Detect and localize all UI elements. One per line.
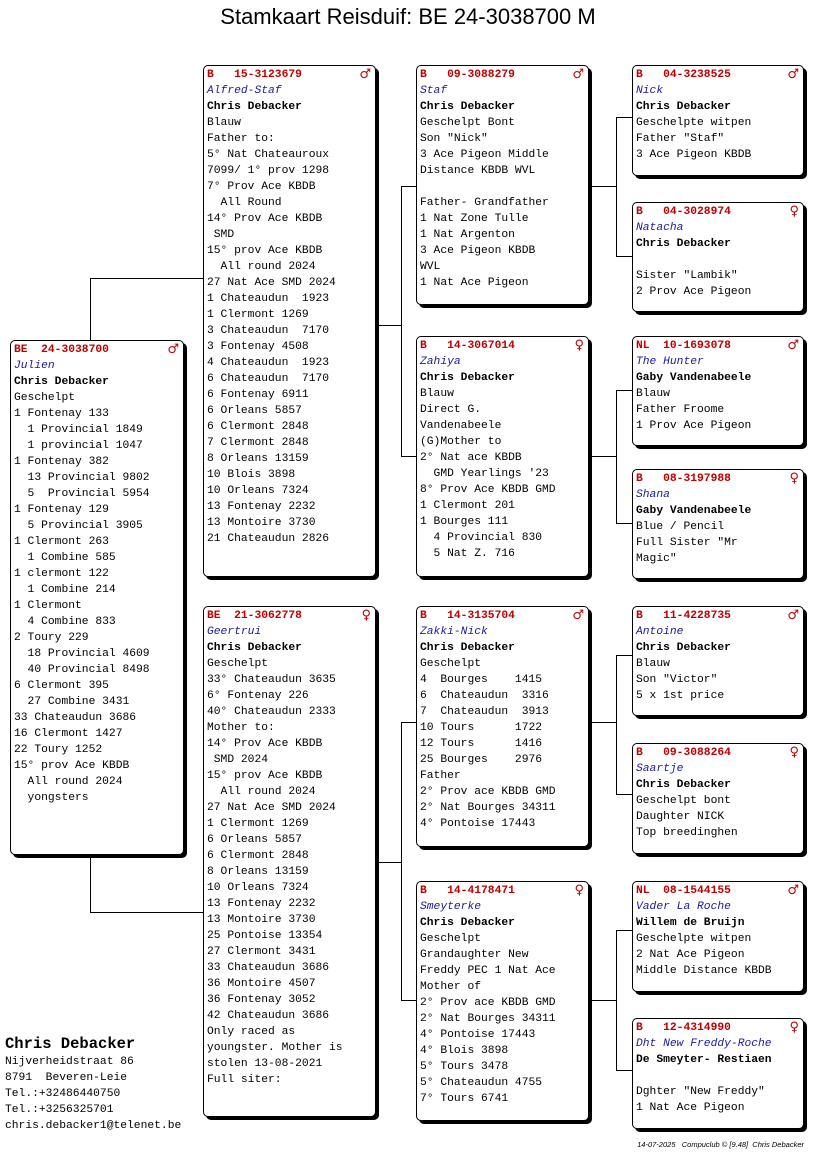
result-line: 40° Chateaudun 2333 bbox=[207, 706, 336, 718]
result-line: 6 Chateaudun 3316 bbox=[420, 690, 549, 702]
pigeon-name: Alfred-Staf bbox=[207, 85, 282, 97]
result-line: Grandaughter New bbox=[420, 949, 529, 961]
result-line: Father- Grandfather bbox=[420, 197, 549, 209]
ring-number: B 14-3067014 bbox=[420, 340, 515, 352]
owner-name: Chris Debacker bbox=[636, 101, 731, 113]
pigeon-name: Natacha bbox=[636, 222, 684, 234]
owner-name: Chris Debacker bbox=[636, 238, 731, 250]
ring-number: B 12-4314990 bbox=[636, 1022, 731, 1034]
result-line: 6 Chateaudun 7170 bbox=[207, 373, 330, 385]
result-line: 8 Orleans 13159 bbox=[207, 453, 309, 465]
connector-line bbox=[616, 523, 632, 524]
result-line: youngster. Mother is bbox=[207, 1042, 343, 1054]
result-line: 7 Clermont 2848 bbox=[207, 437, 309, 449]
result-line: 6 Orleans 5857 bbox=[207, 405, 302, 417]
breeder-address: Nijverheidstraat 86 bbox=[5, 1056, 134, 1068]
card-header bbox=[420, 338, 584, 354]
ring-number: B 08-3197988 bbox=[636, 473, 731, 485]
result-line: 27 Clermont 3431 bbox=[207, 946, 316, 958]
result-line: Only raced as bbox=[207, 1026, 296, 1038]
ring-number: B 09-3088264 bbox=[636, 747, 731, 759]
pigeon-card-father-father[interactable] bbox=[416, 65, 589, 305]
result-line: 1 Combine 585 bbox=[14, 552, 116, 564]
connector-line bbox=[616, 390, 617, 524]
result-line: Middle Distance KBDB bbox=[636, 965, 772, 977]
card-header bbox=[207, 608, 371, 624]
pigeon-name: Zakki-Nick bbox=[420, 626, 488, 638]
result-line: 7 Chateaudun 3913 bbox=[420, 706, 549, 718]
pigeon-card-subject[interactable] bbox=[10, 340, 184, 855]
pigeon-name: Nick bbox=[636, 85, 664, 97]
result-line: 8° Prov Ace KBDB GMD bbox=[420, 484, 556, 496]
result-line: 2° Prov ace KBDB GMD bbox=[420, 786, 556, 798]
result-line: 36 Montoire 4507 bbox=[207, 978, 316, 990]
ring-number: B 14-4178471 bbox=[420, 885, 515, 897]
result-line: 10 Tours 1722 bbox=[420, 722, 543, 734]
result-line: 6 Clermont 2848 bbox=[207, 421, 309, 433]
ring-number: B 14-3135704 bbox=[420, 610, 515, 622]
owner-name: Chris Debacker bbox=[420, 372, 515, 384]
result-line: Blauw bbox=[636, 388, 670, 400]
result-line: 13 Montoire 3730 bbox=[207, 914, 316, 926]
result-line: Freddy PEC 1 Nat Ace bbox=[420, 965, 556, 977]
result-line: 10 Orleans 7324 bbox=[207, 485, 309, 497]
result-line: 1 Provincial 1849 bbox=[14, 424, 143, 436]
owner-name: Chris Debacker bbox=[420, 642, 515, 654]
result-line: 2° Prov ace KBDB GMD bbox=[420, 997, 556, 1009]
breeder-phone: Tel.:+32486440750 bbox=[5, 1088, 121, 1100]
result-line: Sister "Lambik" bbox=[636, 270, 738, 282]
result-line: GMD Yearlings '23 bbox=[420, 468, 549, 480]
connector-line bbox=[401, 722, 402, 1001]
result-line: 25 Bourges 2976 bbox=[420, 754, 543, 766]
card-header bbox=[636, 883, 799, 899]
pigeon-name: Antoine bbox=[636, 626, 684, 638]
owner-name: Chris Debacker bbox=[207, 101, 302, 113]
pigeon-card-mff[interactable] bbox=[632, 606, 804, 716]
owner-name: Chris Debacker bbox=[636, 779, 731, 791]
result-line bbox=[636, 1068, 799, 1084]
pigeon-name: Shana bbox=[636, 489, 670, 501]
result-line: 3 Ace Pigeon Middle bbox=[420, 149, 549, 161]
result-line: 1 Nat Argenton bbox=[420, 229, 515, 241]
result-line: 1 Fontenay 133 bbox=[14, 408, 109, 420]
breeder-phone-2: Tel.:+3256325701 bbox=[5, 1104, 114, 1116]
card-header bbox=[636, 338, 799, 354]
result-line: 3 Fontenay 4508 bbox=[207, 341, 309, 353]
result-line: 13 Provincial 9802 bbox=[14, 472, 150, 484]
result-line: 18 Provincial 4609 bbox=[14, 648, 150, 660]
result-line: 36 Fontenay 3052 bbox=[207, 994, 316, 1006]
ring-number: NL 08-1544155 bbox=[636, 885, 731, 897]
result-line: 6° Fontenay 226 bbox=[207, 690, 309, 702]
result-line: 25 Pontoise 13354 bbox=[207, 930, 323, 942]
result-line bbox=[420, 179, 584, 195]
pigeon-name: Staf bbox=[420, 85, 448, 97]
result-line: SMD 2024 bbox=[207, 754, 269, 766]
result-line: yongsters bbox=[14, 792, 89, 804]
result-line: 3 Chateaudun 7170 bbox=[207, 325, 330, 337]
connector-line bbox=[589, 456, 616, 457]
owner-name: Willem de Bruijn bbox=[636, 917, 745, 929]
pigeon-name: Julien bbox=[14, 360, 55, 372]
result-line: Dghter "New Freddy" bbox=[636, 1086, 765, 1098]
ring-number: B 04-3028974 bbox=[636, 206, 731, 218]
result-line: 1 Chateaudun 1923 bbox=[207, 293, 330, 305]
result-line: 4 Combine 833 bbox=[14, 616, 116, 628]
result-line: 2° Nat Bourges 34311 bbox=[420, 802, 556, 814]
owner-name: Gaby Vandenabeele bbox=[636, 372, 752, 384]
result-line: 5 x 1st price bbox=[636, 690, 725, 702]
result-line: All round 2024 bbox=[14, 776, 123, 788]
result-line: 4° Pontoise 17443 bbox=[420, 818, 536, 830]
result-line: Blauw bbox=[207, 117, 241, 129]
breeder-info bbox=[5, 1034, 181, 1134]
male-symbol-icon: ♂ bbox=[359, 67, 371, 82]
card-header bbox=[207, 67, 371, 83]
result-line: 12 Tours 1416 bbox=[420, 738, 543, 750]
connector-line bbox=[616, 655, 632, 656]
connector-line bbox=[401, 1000, 417, 1001]
breeder-city: 8791 Beveren-Leie bbox=[5, 1072, 128, 1084]
result-line: 14° Prov Ace KBDB bbox=[207, 738, 323, 750]
ring-number: B 04-3238525 bbox=[636, 69, 731, 81]
male-symbol-icon: ♂ bbox=[787, 883, 799, 898]
pigeon-name: Geertrui bbox=[207, 626, 262, 638]
pigeon-card-mfm[interactable] bbox=[632, 743, 804, 854]
owner-name: Chris Debacker bbox=[420, 917, 515, 929]
result-line: 5° Tours 3478 bbox=[420, 1061, 509, 1073]
card-header bbox=[420, 883, 584, 899]
result-line: 7° Tours 6741 bbox=[420, 1093, 509, 1105]
female-symbol-icon: ♀ bbox=[574, 883, 584, 898]
result-line: 2° Nat Bourges 34311 bbox=[420, 1013, 556, 1025]
result-line: Top breedinghen bbox=[636, 827, 738, 839]
owner-name: Chris Debacker bbox=[14, 376, 109, 388]
result-line: 14° Prov Ace KBDB bbox=[207, 213, 323, 225]
result-line: Father "Staf" bbox=[636, 133, 725, 145]
result-line: 4° Pontoise 17443 bbox=[420, 1029, 536, 1041]
result-line: All Round bbox=[207, 197, 282, 209]
result-line: 2° Nat ace KBDB bbox=[420, 452, 522, 464]
owner-name: Gaby Vandenabeele bbox=[636, 505, 752, 517]
result-line: 33° Chateaudun 3635 bbox=[207, 674, 336, 686]
pigeon-card-ffm[interactable] bbox=[632, 202, 804, 312]
result-line: Geschelpt bont bbox=[636, 795, 731, 807]
card-header bbox=[636, 608, 799, 624]
female-symbol-icon: ♀ bbox=[789, 471, 799, 486]
result-line: 15° prov Ace KBDB bbox=[207, 770, 323, 782]
result-line: 13 Fontenay 2232 bbox=[207, 898, 316, 910]
result-line: 1 Clermont 263 bbox=[14, 536, 109, 548]
result-line: 15° prov Ace KBDB bbox=[207, 245, 323, 257]
card-header bbox=[14, 342, 179, 358]
pigeon-name: Smeyterke bbox=[420, 901, 482, 913]
connector-line bbox=[589, 186, 616, 187]
male-symbol-icon: ♂ bbox=[787, 67, 799, 82]
owner-name: Chris Debacker bbox=[420, 101, 515, 113]
result-line: 1 Fontenay 382 bbox=[14, 456, 109, 468]
result-line: 1 Bourges 111 bbox=[420, 516, 509, 528]
result-line: 1 Nat Ace Pigeon bbox=[420, 277, 529, 289]
connector-line bbox=[616, 256, 632, 257]
result-line: Full Sister "Mr bbox=[636, 537, 738, 549]
result-line: 4 Provincial 830 bbox=[420, 532, 543, 544]
pigeon-card-father-mother[interactable] bbox=[416, 336, 589, 577]
result-line: 7° Prov Ace KBDB bbox=[207, 181, 316, 193]
card-header bbox=[636, 204, 799, 220]
result-line: 33 Chateaudun 3686 bbox=[207, 962, 330, 974]
result-line: 2 Prov Ace Pigeon bbox=[636, 286, 752, 298]
result-line: 1 Nat Zone Tulle bbox=[420, 213, 529, 225]
connector-line bbox=[90, 855, 91, 913]
ring-number: NL 10-1693078 bbox=[636, 340, 731, 352]
result-line: Geschelpte witpen bbox=[636, 933, 752, 945]
result-line bbox=[636, 252, 799, 268]
result-line: Geschelpte witpen bbox=[636, 117, 752, 129]
footer-credit: 14-07-2025 Compuclub © [9.48] Chris Debacker bbox=[637, 1140, 804, 1149]
result-line: Distance KBDB WVL bbox=[420, 165, 536, 177]
pigeon-card-mmf[interactable] bbox=[632, 881, 804, 992]
pigeon-card-fff[interactable] bbox=[632, 65, 804, 176]
result-line: All round 2024 bbox=[207, 786, 316, 798]
result-line: 6 Fontenay 6911 bbox=[207, 389, 309, 401]
result-line: 27 Nat Ace SMD 2024 bbox=[207, 277, 336, 289]
owner-name: De Smeyter- Restiaen bbox=[636, 1054, 772, 1066]
result-line: 15° prov Ace KBDB bbox=[14, 760, 130, 772]
female-symbol-icon: ♀ bbox=[789, 745, 799, 760]
result-line: Mother of bbox=[420, 981, 482, 993]
result-line: Direct G. bbox=[420, 404, 482, 416]
result-line: 1 provincial 1047 bbox=[14, 440, 143, 452]
result-line: 6 Clermont 395 bbox=[14, 680, 109, 692]
result-line: 10 Orleans 7324 bbox=[207, 882, 309, 894]
result-line: Geschelpt bbox=[420, 933, 482, 945]
result-line: Father bbox=[420, 770, 461, 782]
pigeon-card-mother[interactable] bbox=[203, 606, 376, 1117]
card-header bbox=[420, 608, 584, 624]
result-line: 3 Ace Pigeon KBDB bbox=[636, 149, 752, 161]
connector-line bbox=[589, 1000, 616, 1001]
result-line: Son "Nick" bbox=[420, 133, 488, 145]
result-line: 22 Toury 1252 bbox=[14, 744, 103, 756]
result-line: 4° Blois 3898 bbox=[420, 1045, 509, 1057]
connector-line bbox=[616, 655, 617, 795]
result-line: 8 Orleans 13159 bbox=[207, 866, 309, 878]
result-line: 1 Prov Ace Pigeon bbox=[636, 420, 752, 432]
female-symbol-icon: ♀ bbox=[574, 338, 584, 353]
result-line: 5° Chateaudun 4755 bbox=[420, 1077, 543, 1089]
connector-line bbox=[401, 722, 417, 723]
result-line: 16 Clermont 1427 bbox=[14, 728, 123, 740]
result-line: Geschelpt bbox=[207, 658, 269, 670]
result-line: 2 Nat Ace Pigeon bbox=[636, 949, 745, 961]
result-line: Father to: bbox=[207, 133, 275, 145]
result-line: 10 Blois 3898 bbox=[207, 469, 296, 481]
pigeon-card-mmm[interactable] bbox=[632, 1018, 804, 1129]
connector-line bbox=[90, 912, 204, 913]
result-line: 27 Combine 3431 bbox=[14, 696, 130, 708]
result-line: All round 2024 bbox=[207, 261, 316, 273]
male-symbol-icon: ♂ bbox=[167, 342, 179, 357]
result-line: 5 Provincial 5954 bbox=[14, 488, 150, 500]
pigeon-card-mother-father[interactable] bbox=[416, 606, 589, 847]
owner-name: Chris Debacker bbox=[207, 642, 302, 654]
pigeon-card-fmm[interactable] bbox=[632, 469, 804, 579]
result-line: 40 Provincial 8498 bbox=[14, 664, 150, 676]
result-line: 1 Clermont 1269 bbox=[207, 818, 309, 830]
result-line: 13 Fontenay 2232 bbox=[207, 501, 316, 513]
connector-line bbox=[616, 117, 617, 257]
result-line: Daughter NICK bbox=[636, 811, 725, 823]
owner-name: Chris Debacker bbox=[636, 642, 731, 654]
result-line: 1 Clermont bbox=[14, 600, 82, 612]
pigeon-card-mother-mother[interactable] bbox=[416, 881, 589, 1121]
male-symbol-icon: ♂ bbox=[572, 608, 584, 623]
female-symbol-icon: ♀ bbox=[789, 1020, 799, 1035]
connector-line bbox=[616, 794, 632, 795]
result-line: 13 Montoire 3730 bbox=[207, 517, 316, 529]
card-header bbox=[636, 471, 799, 487]
ring-number: B 15-3123679 bbox=[207, 69, 302, 81]
result-line: 1 Clermont 1269 bbox=[207, 309, 309, 321]
card-header bbox=[636, 745, 799, 761]
connector-line bbox=[616, 1070, 632, 1071]
connector-line bbox=[616, 930, 617, 1071]
connector-line bbox=[616, 390, 632, 391]
pigeon-name: Dht New Freddy-Roche bbox=[636, 1038, 772, 1050]
card-header bbox=[420, 67, 584, 83]
result-line: Blauw bbox=[420, 388, 454, 400]
connector-line bbox=[401, 186, 417, 187]
male-symbol-icon: ♂ bbox=[572, 67, 584, 82]
pigeon-card-fmf[interactable] bbox=[632, 336, 804, 446]
breeder-name: Chris Debacker bbox=[5, 1035, 136, 1053]
connector-line bbox=[589, 722, 616, 723]
ring-number: B 11-4228735 bbox=[636, 610, 731, 622]
result-line: 6 Orleans 5857 bbox=[207, 834, 302, 846]
result-line: Full siter: bbox=[207, 1074, 282, 1086]
result-line: Mother to: bbox=[207, 722, 275, 734]
ring-number: BE 24-3038700 bbox=[14, 344, 109, 356]
result-line: 7099/ 1° prov 1298 bbox=[207, 165, 330, 177]
connector-line bbox=[90, 278, 91, 340]
result-line: 1 clermont 122 bbox=[14, 568, 109, 580]
result-line: 1 Clermont 201 bbox=[420, 500, 515, 512]
male-symbol-icon: ♂ bbox=[787, 608, 799, 623]
result-line: Vandenabeele bbox=[420, 420, 502, 432]
result-line: 21 Chateaudun 2826 bbox=[207, 533, 330, 545]
connector-line bbox=[376, 325, 401, 326]
result-line: 4 Bourges 1415 bbox=[420, 674, 543, 686]
result-line: 5° Nat Chateauroux bbox=[207, 149, 330, 161]
female-symbol-icon: ♀ bbox=[361, 608, 371, 623]
result-line: Geschelpt Bont bbox=[420, 117, 515, 129]
connector-line bbox=[401, 456, 417, 457]
connector-line bbox=[90, 278, 204, 279]
result-line: 1 Fontenay 129 bbox=[14, 504, 109, 516]
result-line: 2 Toury 229 bbox=[14, 632, 89, 644]
pigeon-name: Zahiya bbox=[420, 356, 461, 368]
result-line: SMD bbox=[207, 229, 235, 241]
result-line: stolen 13-08-2021 bbox=[207, 1058, 323, 1070]
result-line: WVL bbox=[420, 261, 441, 273]
result-line: 1 Combine 214 bbox=[14, 584, 116, 596]
result-line: 1 Nat Ace Pigeon bbox=[636, 1102, 745, 1114]
pigeon-card-father[interactable] bbox=[203, 65, 376, 577]
result-line: Geschelpt bbox=[14, 392, 76, 404]
result-line: 27 Nat Ace SMD 2024 bbox=[207, 802, 336, 814]
page-title: Stamkaart Reisduif: BE 24-3038700 M bbox=[220, 4, 596, 29]
male-symbol-icon: ♂ bbox=[787, 338, 799, 353]
card-header bbox=[636, 1020, 799, 1036]
result-line: 42 Chateaudun 3686 bbox=[207, 1010, 330, 1022]
result-line: Blauw bbox=[636, 658, 670, 670]
breeder-email: chris.debacker1@telenet.be bbox=[5, 1120, 182, 1132]
pigeon-name: Vader La Roche bbox=[636, 901, 731, 913]
connector-line bbox=[401, 186, 402, 456]
result-line: 3 Ace Pigeon KBDB bbox=[420, 245, 536, 257]
female-symbol-icon: ♀ bbox=[789, 204, 799, 219]
result-line: 33 Chateaudun 3686 bbox=[14, 712, 137, 724]
result-line: Geschelpt bbox=[420, 658, 482, 670]
pigeon-name: Saartje bbox=[636, 763, 684, 775]
connector-line bbox=[616, 117, 632, 118]
connector-line bbox=[616, 930, 632, 931]
ring-number: BE 21-3062778 bbox=[207, 610, 302, 622]
result-line: Magic" bbox=[636, 553, 677, 565]
card-header bbox=[636, 67, 799, 83]
connector-line bbox=[376, 862, 401, 863]
result-line: 4 Chateaudun 1923 bbox=[207, 357, 330, 369]
result-line: Father Froome bbox=[636, 404, 725, 416]
pigeon-name: The Hunter bbox=[636, 356, 704, 368]
result-line: 5 Nat Z. 716 bbox=[420, 548, 515, 560]
result-line: (G)Mother to bbox=[420, 436, 502, 448]
result-line: Blue / Pencil bbox=[636, 521, 725, 533]
result-line: 5 Provincial 3905 bbox=[14, 520, 143, 532]
ring-number: B 09-3088279 bbox=[420, 69, 515, 81]
result-line: Son "Victor" bbox=[636, 674, 718, 686]
result-line: 6 Clermont 2848 bbox=[207, 850, 309, 862]
